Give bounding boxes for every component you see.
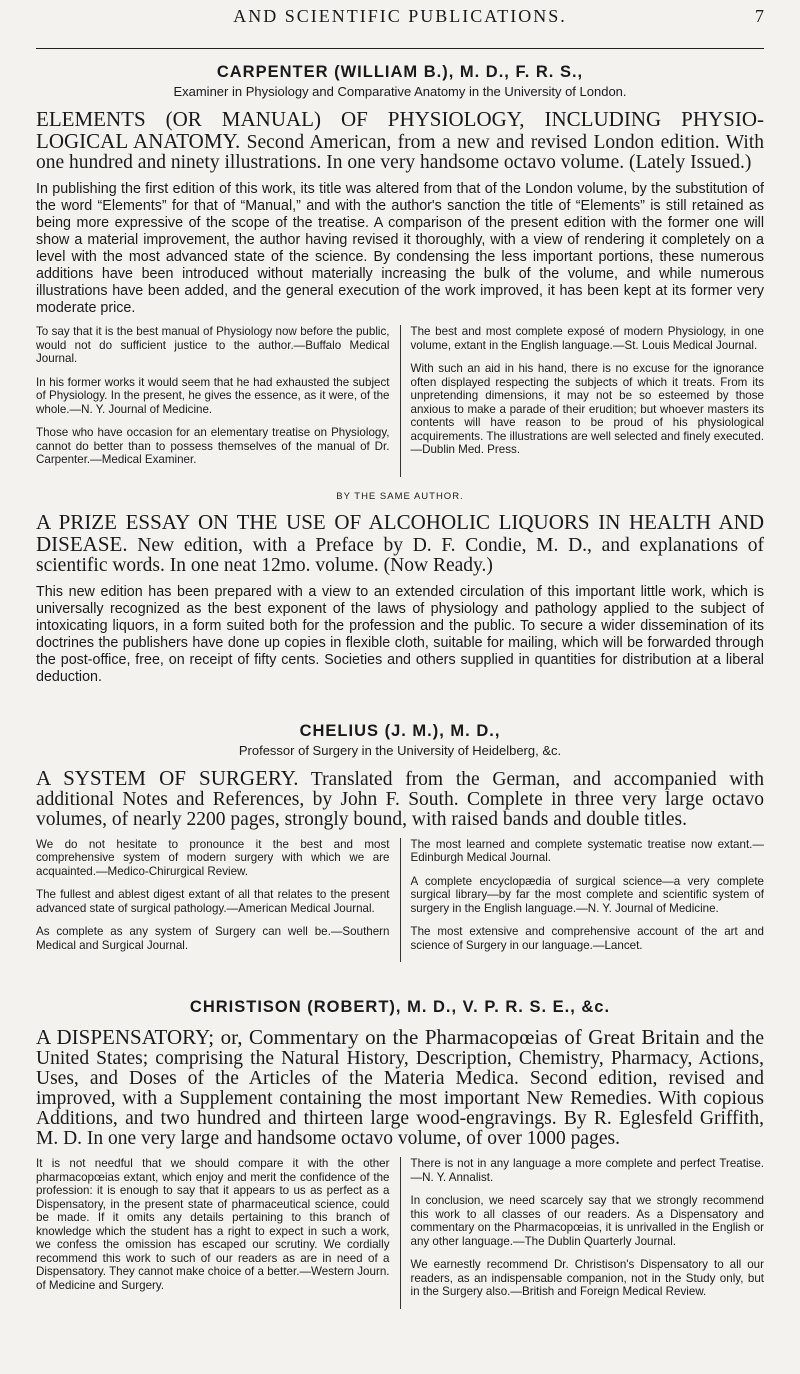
book-title-details: and the United States; comprising the Natural History, Description, Chemistry, Pharmacy, Actions, Uses, and Doses of the Articles of the Materia Medica. Second edition, revised and improved, with a Supplement containing the most important New Remedies. With copious Additions, and two hundred and thirteen large wood-engravings. By R. Eglesfeld Griffith, M. D. In one very large and handsome octavo volume, of over 1000 pages. (36, 1028, 764, 1149)
reviews-right-column (401, 838, 765, 963)
author-affiliation: Examiner in Physiology and Comparative Anatomy in the University of London. (173, 84, 627, 99)
reviews-block (36, 838, 764, 963)
review-quote: In conclusion, we need scarcely say that we strongly recommend this work to all classes of our readers. As a Dispensatory and commentary on the Pharmacopœias, it is unrivalled in the English or any other language.—The Dublin Quarterly Journal. (410, 1194, 764, 1248)
reviews-left-column (36, 1157, 401, 1309)
author-heading: CHELIUS (J. M.), M. D., (299, 721, 501, 740)
description-paragraph: In publishing the first edition of this work, its title was altered from that of the London volume, by the substitution of the word “Elements” for that of “Manual,” and with the author's sanction the title of “Elements” is still retained as being more expressive of the scope of the treatise. A comparison of the present edition with the former one will show a material improvement, the author having revised it thoroughly, with a view of rendering it completely on a level with the most advanced state of the science. By condensing the less important portions, these numerous additions have been introduced without materially increasing the bulk of the volume, and while numerous illustrations have been added, and the general execution of the work improved, it has been kept at its former very moderate price. (36, 181, 764, 316)
review-quote: With such an aid in his hand, there is no excuse for the ignorance often displayed respecting the subjects of which it treats. From its unpretending dimensions, it may not be so esteemed by those anxious to make a parade of their erudition; but whoever masters its contents will have reason to be proud of his physiological acquirements. The illustrations are well selected and finely executed.—Dublin Med. Press. (410, 362, 764, 456)
reviews-block (36, 325, 764, 477)
book-title-main: A SYSTEM OF SURGERY. (36, 765, 299, 790)
book-title-details: Second American, from a new and revised London edition. With one hundred and ninety illustrations. In one very handsome octavo volume. (Lately Issued.) (36, 132, 764, 173)
book-title (36, 509, 764, 576)
section-gap (36, 686, 764, 708)
book-title-main: A PRIZE ESSAY ON THE USE OF ALCOHOLIC LIQUORS IN HEALTH AND DISEASE. (36, 509, 764, 556)
book-title (36, 765, 764, 830)
review-quote: The fullest and ablest digest extant of all that relates to the present advanced state of surgical pathology.—American Medical Journal. (36, 888, 390, 915)
page-number: 7 (755, 6, 764, 26)
book-title-details: New edition, with a Preface by D. F. Condie, M. D., and explanations of scientific words. In one neat 12mo. volume. (Now Ready.) (36, 534, 764, 576)
book-title-main: ELEMENTS (OR MANUAL) OF PHYSIOLOGY, INCLUDING PHYSIO-LOGICAL ANATOMY. (36, 107, 764, 153)
entry-carpenter (36, 63, 764, 477)
author-heading: CHRISTISON (ROBERT), M. D., V. P. R. S. E., &c. (189, 998, 611, 1016)
book-title (36, 109, 764, 173)
entry-chelius (36, 722, 764, 963)
review-quote: The most extensive and comprehensive account of the art and science of Surgery in our language.—Lancet. (410, 925, 764, 952)
reviews-right-column (401, 1157, 765, 1309)
review-quote: There is not in any language a more complete and perfect Treatise.—N. Y. Annalist. (410, 1157, 764, 1184)
review-quote: The most learned and complete systematic treatise now extant.—Edinburgh Medical Journal. (410, 837, 764, 864)
review-quote: A complete encyclopædia of surgical science—a very complete surgical library—by far the most complete and scientific system of surgery in the English language.—N. Y. Journal of Medicine. (410, 874, 764, 915)
reviews-left-column (36, 838, 401, 963)
section-gap (36, 962, 764, 984)
reviews-block (36, 1157, 764, 1309)
review-quote: It is not needful that we should compare it with the other pharmacopœias extant, which enjoy and merit the confidence of the profession: it is enough to say that it appears to us as perfect as a Dispensatory, in the present state of pharmaceutical science, could be made. If it omits any details pertaining to this branch of knowledge which the student has a right to expect in such a work, we confess the omission has escaped our scrutiny. We cordially recommend this work to such of our readers as are in need of a Dispensatory. They cannot make choice of a better.—Western Journ. of Medicine and Surgery. (36, 1157, 390, 1292)
entry-prize-essay (36, 491, 764, 686)
review-quote: We do not hesitate to pronounce it the best and most comprehensive system of modern surgery with which we are acquainted.—Medico-Chirurgical Review. (36, 837, 390, 878)
author-affiliation: Professor of Surgery in the University of Heidelberg, &c. (238, 742, 562, 758)
review-quote: In his former works it would seem that he had exhausted the subject of Physiology. In the present, he gives the essence, as it were, of the whole.—N. Y. Journal of Medicine. (36, 375, 390, 416)
book-title (36, 1027, 764, 1149)
by-same-author-label: BY THE SAME AUTHOR. (336, 490, 464, 502)
reviews-right-column (401, 325, 765, 477)
review-quote: Those who have occasion for an elementary treatise on Physiology, cannot do better than to possess themselves of the manual of Dr. Carpenter.—Medical Examiner. (36, 426, 390, 466)
running-head (36, 0, 764, 44)
description-paragraph: This new edition has been prepared with a view to an extended circulation of this important little work, which is universally recognized as the best exponent of the laws of physiology and pathology applied to the subject of intoxicating liquors, in a form suited both for the profession and the public. To secure a wider dissemination of its doctrines the publishers have done up copies in flexible cloth, suitable for mailing, which will be forwarded through the post-office, free, on receipt of fifty cents. Societies and others supplied in quantities for distribution at a liberal deduction. (36, 583, 764, 685)
header-rule (36, 48, 764, 49)
entry-christison (36, 998, 764, 1309)
book-title-details: Translated from the German, and accompanied with additional Notes and References, by John F. South. Complete in three very large octavo volumes, of nearly 2200 pages, strongly bound, with raised bands and double titles. (36, 768, 764, 830)
author-heading: CARPENTER (WILLIAM B.), M. D., F. R. S., (216, 63, 584, 81)
review-quote: The best and most complete exposé of modern Physiology, in one volume, extant in the English language.—St. Louis Medical Journal. (410, 325, 764, 352)
running-title: AND SCIENTIFIC PUBLICATIONS. (233, 6, 567, 26)
reviews-left-column (36, 325, 401, 477)
review-quote: To say that it is the best manual of Physiology now before the public, would not do sufficient justice to the author.—Buffalo Medical Journal. (36, 325, 390, 365)
review-quote: We earnestly recommend Dr. Christison's Dispensatory to all our readers, as an indispensable companion, not in the Study only, but in the Surgery also.—British and Foreign Medical Review. (410, 1258, 764, 1298)
review-quote: As complete as any system of Surgery can well be.—Southern Medical and Surgical Journal. (36, 925, 390, 952)
book-title-main: A DISPENSATORY; or, Commentary on the Pharmacopœias of Great Britain (36, 1025, 700, 1049)
